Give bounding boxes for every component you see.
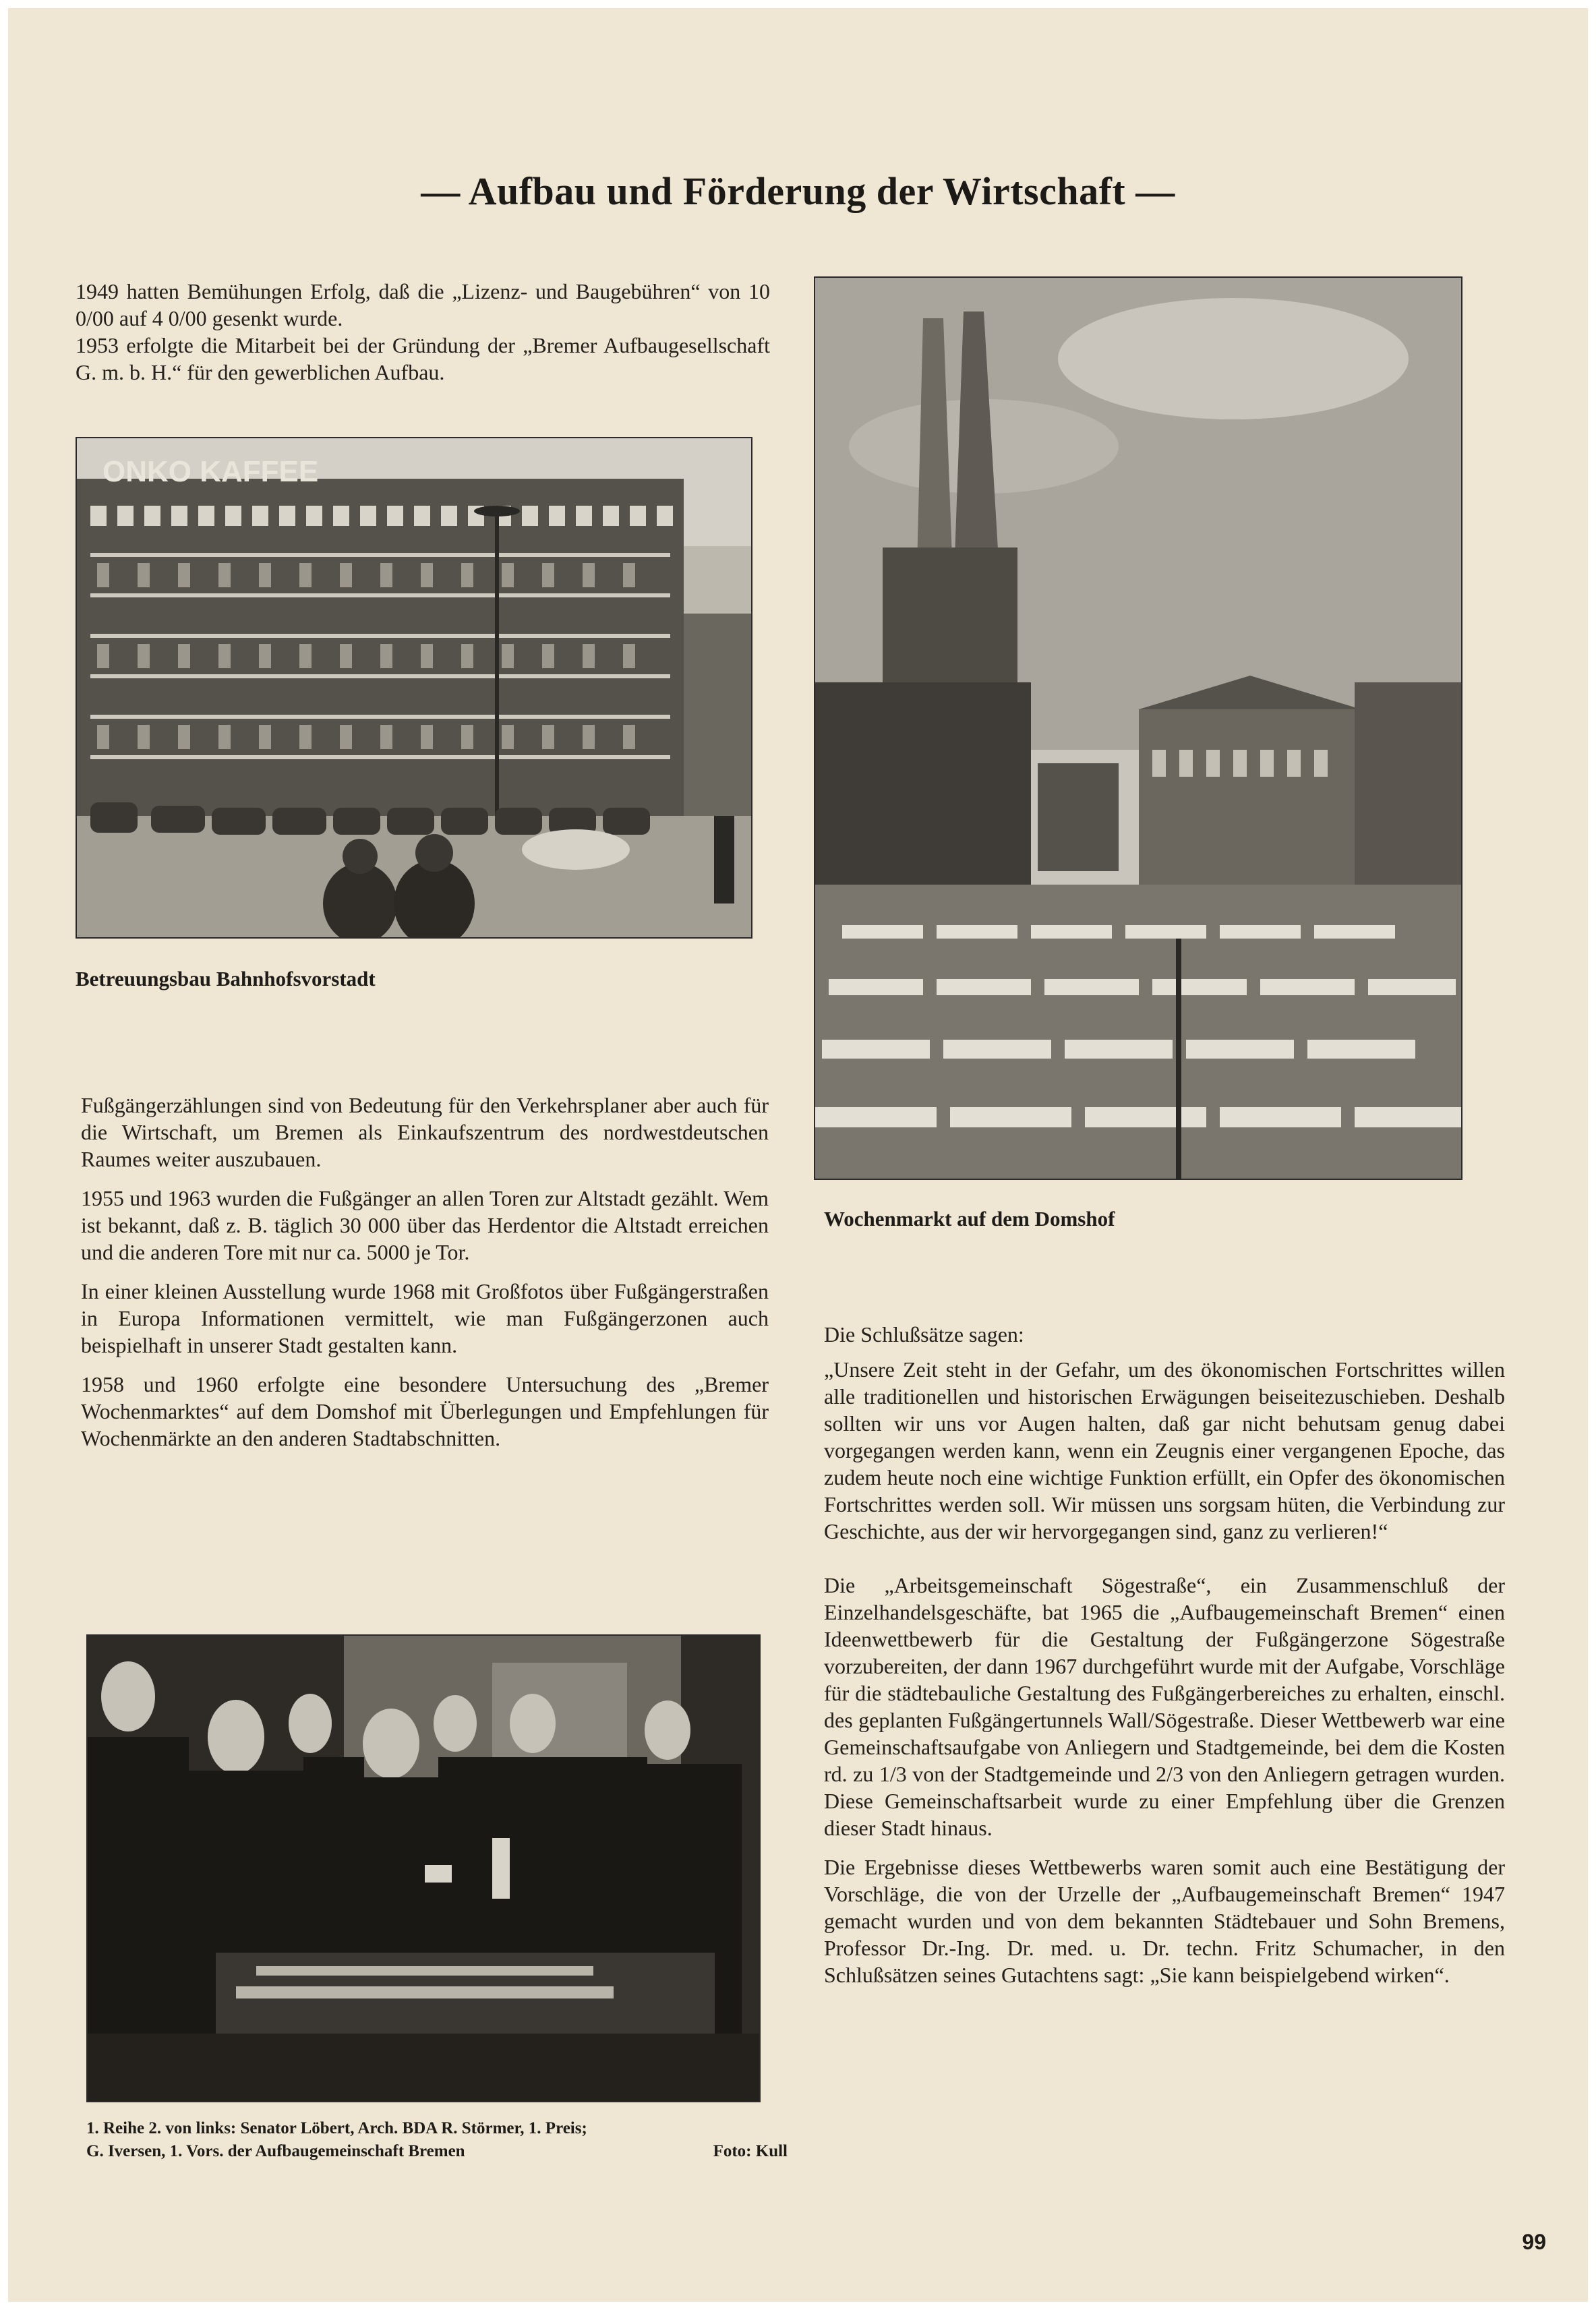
photo-betreuungsbau bbox=[76, 437, 752, 939]
right-paragraph-1: Die Schlußsätze sagen: bbox=[824, 1322, 1024, 1346]
left-paragraph-1: Fußgängerzählungen sind von Bedeutung für den Verkehrsplaner aber auch für die Wirtschaft, um Bremen als Einkaufszentrum des nordwestdeutschen Raumes weiter auszubauen. bbox=[81, 1093, 769, 1171]
photo-group-model bbox=[86, 1634, 761, 2102]
building-photo-illustration bbox=[77, 438, 751, 937]
right-column-text bbox=[824, 1321, 1505, 1988]
caption-group-line2: G. Iversen, 1. Vors. der Aufbaugemeinschaft Bremen bbox=[86, 2142, 465, 2160]
left-paragraph-2: 1955 und 1963 wurden die Fußgänger an allen Toren zur Altstadt gezählt. Wem ist bekannt, daß z. B. täglich 30 000 über das Herdentor die Altstadt erreichen und die anderen Tore mit nur ca. 5000 je Tor. bbox=[81, 1186, 769, 1264]
left-paragraph-3: In einer kleinen Ausstellung wurde 1968 mit Großfotos über Fußgängerstraßen in Europa Informationen vermittelt, wie man Fußgängerzonen auch beispielhaft in unserer Stadt gestalten kann. bbox=[81, 1279, 769, 1357]
document-page bbox=[8, 8, 1588, 2302]
caption-betreuungsbau: Betreuungsbau Bahnhofsvorstadt bbox=[76, 967, 376, 990]
caption-group-photo bbox=[86, 2117, 788, 2163]
group-photo-illustration bbox=[88, 1636, 759, 2101]
right-paragraph-4: Die Ergebnisse dieses Wettbewerbs waren somit auch eine Bestätigung der Vorschläge, die von der Urzelle der „Aufbaugemeinschaft Bremen“ 1947 gemacht wurden und von dem bekannten Städtebauer und Sohn Bremens, Professor Dr.-Ing. Dr. med. u. Dr. techn. Fritz Schumacher, in den Schlußsätzen seines Gutachtens sagt: „Sie kann beispielgebend wirken“. bbox=[824, 1855, 1505, 1987]
caption-group-line1: 1. Reihe 2. von links: Senator Löbert, Arch. BDA R. Störmer, 1. Preis; bbox=[86, 2119, 587, 2137]
caption-wochenmarkt: Wochenmarkt auf dem Domshof bbox=[824, 1207, 1115, 1231]
market-photo-illustration bbox=[815, 278, 1461, 1179]
right-paragraph-2-quote: „Unsere Zeit steht in der Gefahr, um des ökonomischen Fortschrittes willen alle traditionellen und historischen Erwägungen beiseitezuschieben. Deshalb sollten wir uns vor Augen halten, daß gar nicht behutsam genug dabei vorgegangen werden kann, wenn ein Zeugnis einer vergangenen Epoche, das zudem heute noch eine wichtige Funktion erfüllt, ein Opfer des ökonomischen Fortschrittes werden soll. Wir müssen uns sorgsam hüten, die Verbindung zur Geschichte, aus der wir hervorgegangen sind, ganz zu verlieren!“ bbox=[824, 1357, 1505, 1543]
onko-kaffee-sign: ONKO KAFFEE bbox=[102, 455, 319, 488]
photo-credit: Foto: Kull bbox=[713, 2142, 788, 2160]
left-paragraph-4: 1958 und 1960 erfolgte eine besondere Untersuchung des „Bremer Wochenmarktes“ auf dem Domshof mit Überlegungen und Empfehlungen für Wochenmärkte an den anderen Stadtabschnitten. bbox=[81, 1372, 769, 1450]
intro-text bbox=[76, 278, 770, 386]
intro-paragraph-2: 1953 erfolgte die Mitarbeit bei der Gründung der „Bremer Aufbaugesellschaft G. m. b. H.“ für den gewerblichen Aufbau. bbox=[76, 333, 770, 384]
intro-paragraph-1: 1949 hatten Bemühungen Erfolg, daß die „Lizenz- und Baugebühren“ von 10 0/00 auf 4 0/00 gesenkt wurde. bbox=[76, 279, 770, 330]
left-column-text bbox=[81, 1092, 769, 1452]
right-paragraph-3: Die „Arbeitsgemeinschaft Sögestraße“, ein Zusammenschluß der Einzelhandelsgeschäfte, bat 1965 die „Aufbaugemeinschaft Bremen“ einen Ideenwettbewerb für die Gestaltung der Fußgängerzone Sögestraße vorzubereiten, der dann 1967 durchgeführt wurde mit der Aufgabe, Vorschläge für die städtebauliche Gestaltung des Fußgängerbereiches zu erhalten, einschl. des geplanten Fußgängertunnels Wall/Sögestraße. Dieser Wettbewerb war eine Gemeinschaftsaufgabe von Anliegern und Stadtgemeinde, bei dem die Kosten rd. zu 1/3 von der Stadtgemeinde und 2/3 von den Anliegern getragen wurden. Diese Gemeinschaftsarbeit wurde zu einer Empfehlung über die Grenzen dieser Stadt hinaus. bbox=[824, 1573, 1505, 1840]
photo-wochenmarkt bbox=[814, 276, 1462, 1180]
page-title: — Aufbau und Förderung der Wirtschaft — bbox=[421, 169, 1175, 213]
page-number: 99 bbox=[1522, 2230, 1546, 2254]
